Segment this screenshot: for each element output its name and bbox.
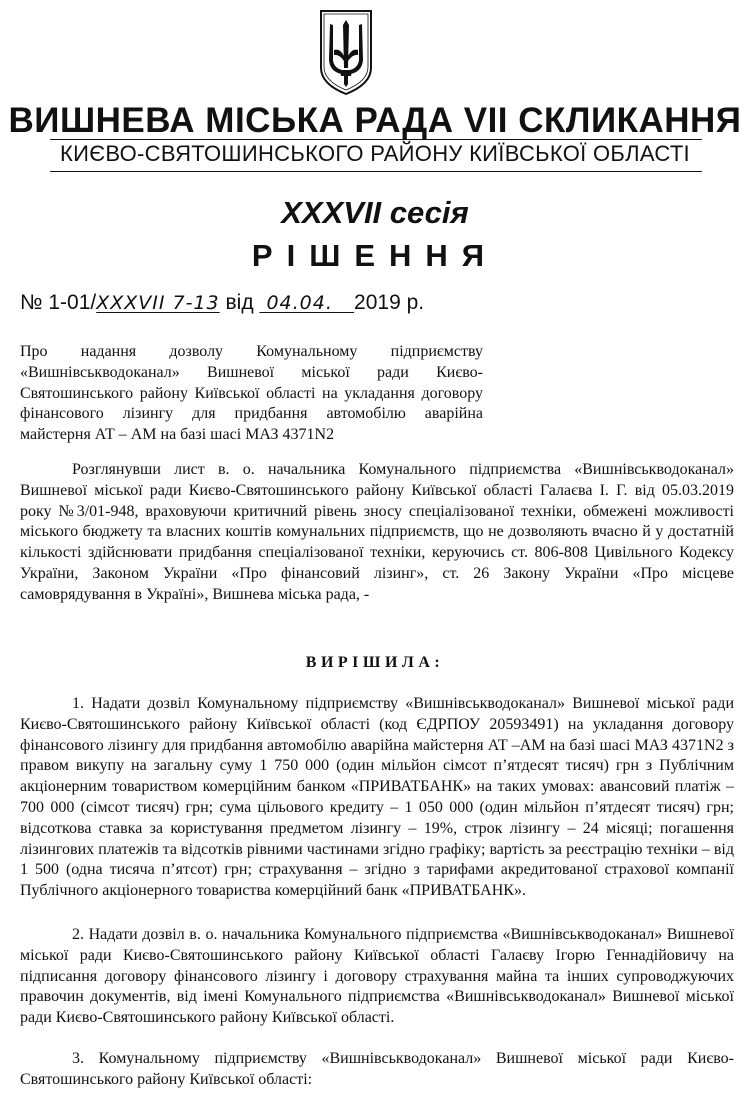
decision-subject: Про надання дозволу Комунальному підприємству «Вишнівськводоканал» Вишневої міської ради Києво-Святошинського району Київської області на укладання договору фінансового лізингу для придбання автомобілю аварійна майстерня АТ – АМ на базі шасі МАЗ 4371N2 [20,343,483,444]
header-rule-bottom [50,171,702,172]
handwritten-date: 04.04. [266,292,333,314]
header-rule-top [50,139,702,140]
district-name: КИЄВО-СВЯТОШИНСЬКОГО РАЙОНУ КИЇВСЬКОЇ ОБЛАСТІ [60,141,690,166]
handwritten-number: XXXVII 7-13 [96,292,220,314]
resolution-item-3: 3. Комунальному підприємству «Вишнівськводоканал» Вишневої міської ради Києво-Святошинського району Київської області: [20,1050,734,1088]
decision-year: 2019 р. [354,291,425,314]
council-name: ВИШНЕВА МІСЬКА РАДА VII СКЛИКАННЯ [8,101,742,140]
resolution-item-1: 1. Надати дозвіл Комунальному підприємству «Вишнівськводоканал» Вишневої міської ради Києво-Святошинського району Київської області (код ЄДРПОУ 20593491) на укладання договору фінансового лізингу для придбання автомобілю аварійна майстерня АТ –АМ на базі шасі МАЗ 4371N2 з правом викупу на загальну суму 1 750 000 (один мільйон сімсот п’ятдесят тисяч) грн з Публічним акціонерним товариством комерційним банком «ПРИВАТБАНК» на таких умовах: авансовий платіж – 700 000 (сімсот тисяч) грн; сума цільового кредиту – 1 050 000 (один мільйон п’ятдесят тисяч) грн; відсоткова ставка за користування предметом лізингу – 19%, строк лізингу – 24 місяці; погашення лізингових платежів та відсотків рівними частинами згідно графіку; вартість за реєстрацію техніки – від 1 500 (одна тисяча п’ятсот) грн; страхування – згідно з тарифами акредитованої страхової компанії Публічного акціонерного товариства комерційний банк «ПРИВАТБАНК». [20,695,734,900]
date-from-label: від [225,291,254,314]
preamble-paragraph: Розглянувши лист в. о. начальника Комунального підприємства «Вишнівськводоканал» Вишневої міської ради Києво-Святошинського району Київської області Галаєва І. Г. від 05.03.2019 року №3/01-948, враховуючи критичний рівень зносу спеціалізованої техніки, обмежені можливості міського бюджету та власних коштів комунальних підприємств, що не дозволяють вчасно й у достатній кількості здійснювати придбання спеціалізованої техніки, керуючись ст. 806-808 Цивільного Кодексу України, Законом України «Про фінансовий лізинг», ст. 26 Закону України «Про місцеве самоврядування в Україні», Вишнева міська рада, - [20,461,734,603]
decision-number-line [20,291,424,315]
trident-coat-of-arms-icon [318,8,374,96]
number-prefix: № 1-01/ [20,291,97,314]
session-title: XXXVII сесія [281,195,469,230]
resolved-heading: ВИРІШИЛА: [305,654,445,671]
resolution-item-2: 2. Надати дозвіл в. о. начальника Комунального підприємства «Вишнівськводоканал» Вишневої міської ради Києво-Святошинського району Київської області Галаєву Ігорю Геннадійовичу на підписання договору фінансового лізингу і договору страхування майна та інших супроводжуючих правочин документів, від імені Комунального підприємства «Вишнівськводоканал» Вишневої міської ради Києво-Святошинського району Київської області. [20,926,734,1027]
decision-title: РІШЕННЯ [251,238,499,273]
